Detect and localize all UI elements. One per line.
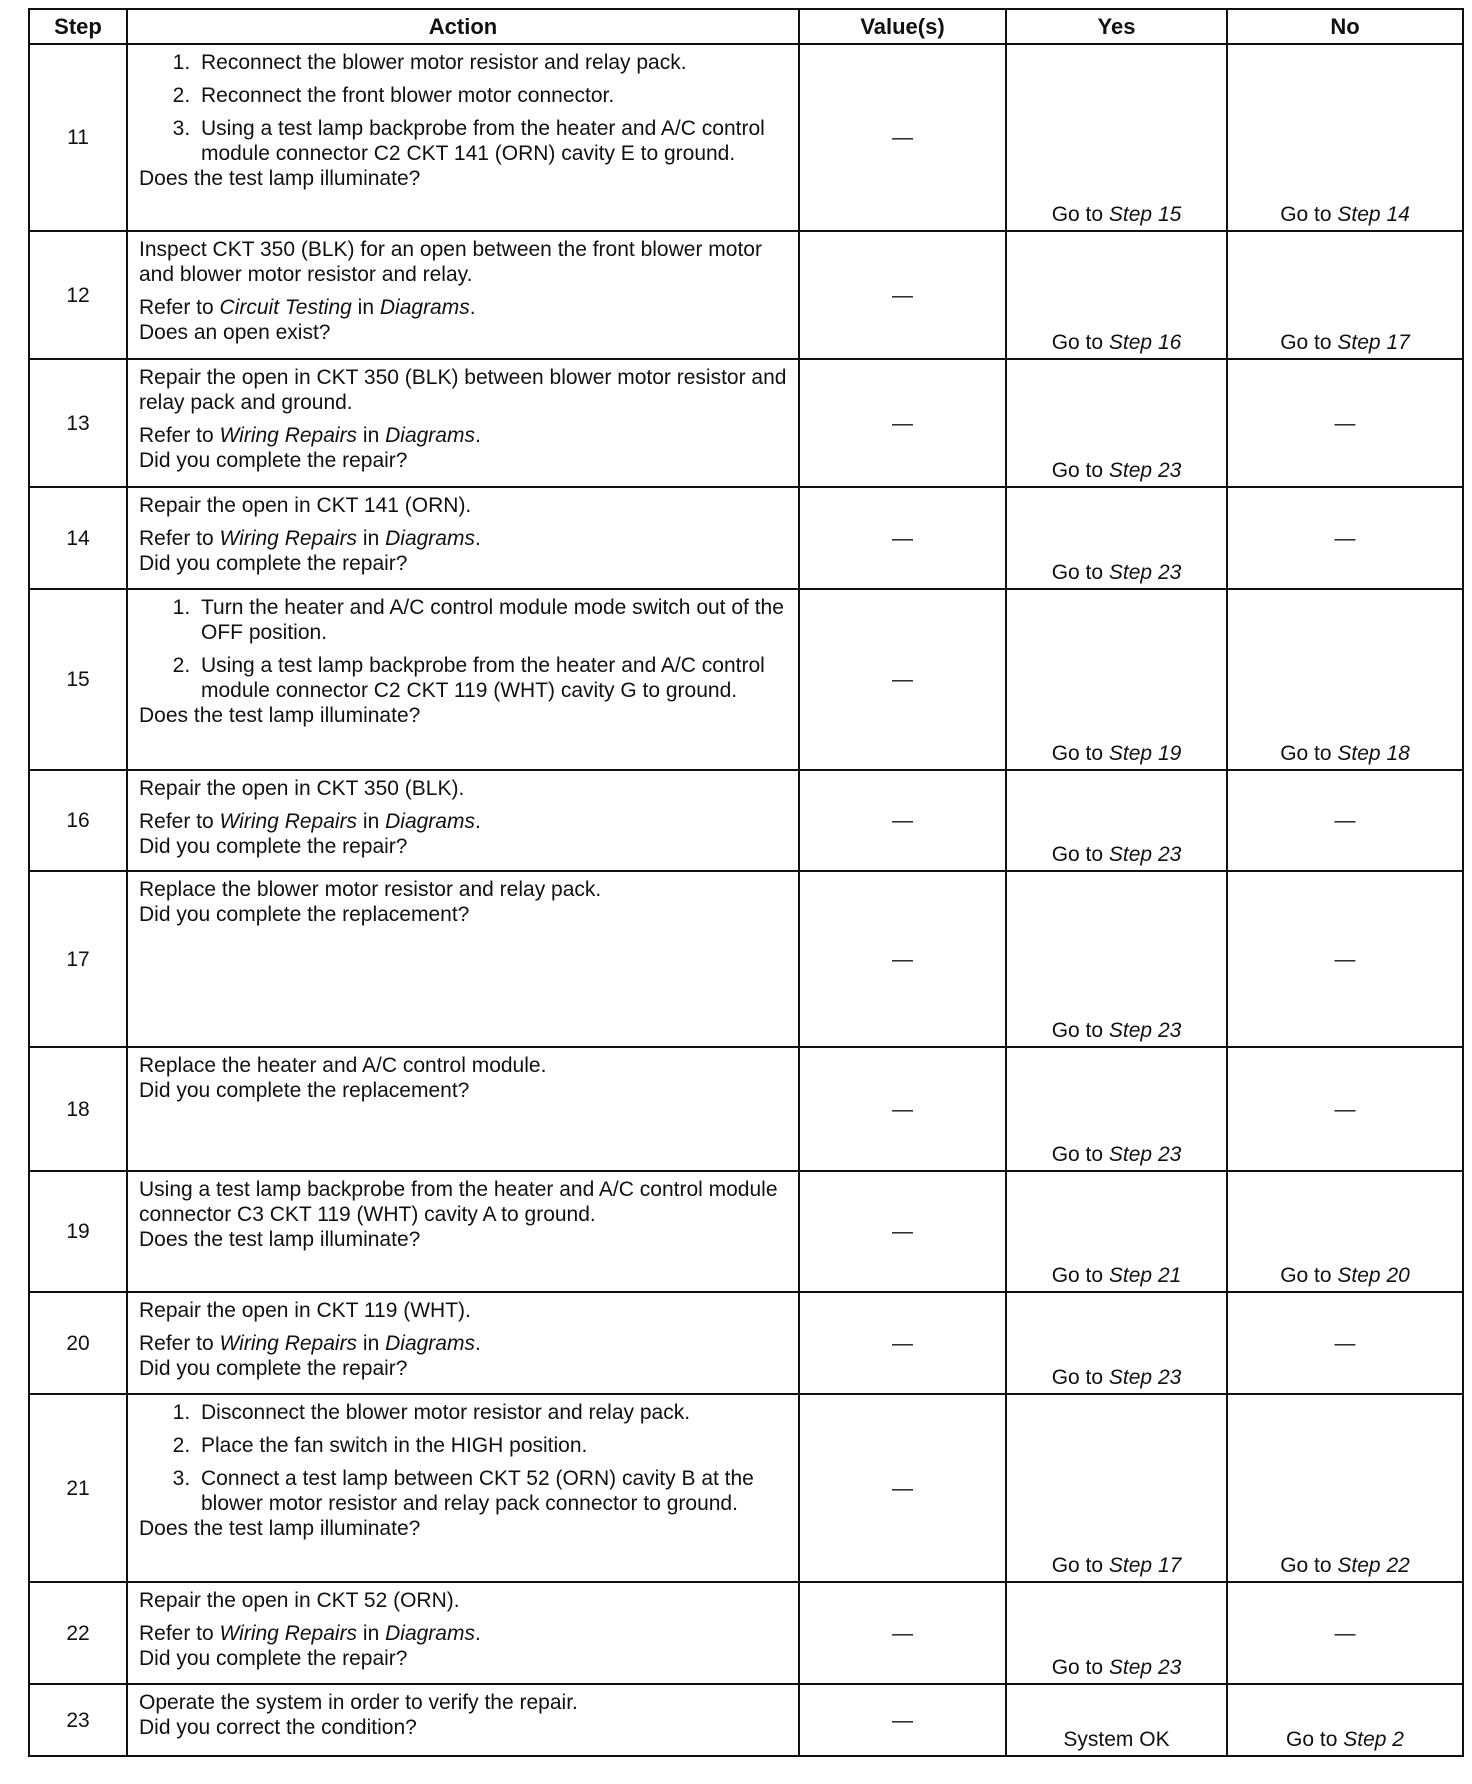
step-number: 21	[29, 1394, 127, 1582]
yes-cell	[1006, 487, 1227, 589]
header-yes: Yes	[1006, 9, 1227, 44]
list-item: 2. Using a test lamp backprobe from the heater and A/C control module connector C2 CKT 119 (WHT) cavity G to ground.	[196, 653, 790, 703]
yes-goto: Go to Step 21	[1051, 1264, 1182, 1287]
system-ok-text: System OK	[1063, 1728, 1170, 1751]
yes-cell	[1006, 770, 1227, 871]
list-item: 1. Disconnect the blower motor resistor and relay pack.	[196, 1400, 790, 1425]
diagnostic-table	[28, 8, 1464, 1757]
no-cell: —	[1227, 871, 1463, 1047]
yes-cell	[1006, 359, 1227, 487]
action-cell	[127, 770, 799, 871]
question: Did you complete the repair?	[139, 1647, 408, 1670]
header-row	[29, 9, 1463, 44]
value-cell: —	[799, 1684, 1006, 1756]
step-number: 13	[29, 359, 127, 487]
header-values: Value(s)	[799, 9, 1006, 44]
header-action: Action	[127, 9, 799, 44]
no-goto: Go to Step 18	[1280, 742, 1410, 765]
no-cell: —	[1227, 770, 1463, 871]
action-text: Inspect CKT 350 (BLK) for an open between the front blower motor and blower motor resistor and relay.	[139, 238, 762, 286]
refer-text: Refer to Wiring Repairs in Diagrams.	[139, 1622, 481, 1645]
action-list	[139, 50, 790, 166]
action-list	[139, 595, 790, 703]
no-cell: —	[1227, 1047, 1463, 1171]
value-cell: —	[799, 589, 1006, 770]
action-text: Using a test lamp backprobe from the heater and A/C control module connector C3 CKT 119 (WHT) cavity A to ground.	[139, 1178, 778, 1226]
table-row	[29, 871, 1463, 1047]
value-cell: —	[799, 1582, 1006, 1684]
value-cell: —	[799, 359, 1006, 487]
list-item: 3. Using a test lamp backprobe from the heater and A/C control module connector C2 CKT 141 (ORN) cavity E to ground.	[196, 116, 790, 166]
refer-text: Refer to Wiring Repairs in Diagrams.	[139, 424, 481, 447]
list-item: 2. Reconnect the front blower motor connector.	[196, 83, 790, 108]
step-number: 15	[29, 589, 127, 770]
question: Did you complete the repair?	[139, 1357, 408, 1380]
yes-goto: Go to Step 19	[1051, 742, 1182, 765]
yes-goto: Go to Step 23	[1051, 1656, 1182, 1679]
value-cell: —	[799, 1171, 1006, 1292]
yes-cell	[1006, 1684, 1227, 1756]
table-row	[29, 1684, 1463, 1756]
question: Does the test lamp illuminate?	[139, 1228, 421, 1251]
action-cell	[127, 44, 799, 231]
table-row	[29, 770, 1463, 871]
step-number: 16	[29, 770, 127, 871]
question: Did you complete the replacement?	[139, 903, 470, 926]
table-row	[29, 1171, 1463, 1292]
yes-cell	[1006, 44, 1227, 231]
action-cell	[127, 589, 799, 770]
table-row	[29, 1047, 1463, 1171]
no-cell: —	[1227, 359, 1463, 487]
question: Did you complete the replacement?	[139, 1079, 470, 1102]
value-cell: —	[799, 1047, 1006, 1171]
action-text: Repair the open in CKT 350 (BLK) between blower motor resistor and relay pack and ground.	[139, 366, 787, 414]
action-text: Repair the open in CKT 350 (BLK).	[139, 777, 465, 800]
action-cell	[127, 871, 799, 1047]
no-cell	[1227, 589, 1463, 770]
yes-goto: Go to Step 23	[1051, 1019, 1182, 1042]
no-goto: Go to Step 2	[1286, 1728, 1404, 1751]
step-number: 20	[29, 1292, 127, 1394]
value-cell: —	[799, 871, 1006, 1047]
list-item: 1. Reconnect the blower motor resistor and relay pack.	[196, 50, 790, 75]
step-number: 23	[29, 1684, 127, 1756]
yes-cell	[1006, 231, 1227, 359]
action-cell	[127, 1292, 799, 1394]
question: Does the test lamp illuminate?	[139, 1517, 421, 1540]
value-cell: —	[799, 487, 1006, 589]
step-number: 12	[29, 231, 127, 359]
yes-goto: Go to Step 23	[1051, 561, 1182, 584]
no-cell: —	[1227, 1292, 1463, 1394]
action-cell	[127, 1394, 799, 1582]
action-cell	[127, 487, 799, 589]
action-text: Operate the system in order to verify the repair.	[139, 1691, 578, 1714]
action-text: Repair the open in CKT 141 (ORN).	[139, 494, 472, 517]
yes-goto: Go to Step 23	[1051, 1366, 1182, 1389]
action-text: Repair the open in CKT 119 (WHT).	[139, 1299, 471, 1322]
list-item: 1. Turn the heater and A/C control module mode switch out of the OFF position.	[196, 595, 790, 645]
action-list	[139, 1400, 790, 1516]
question: Does the test lamp illuminate?	[139, 704, 421, 727]
step-number: 19	[29, 1171, 127, 1292]
table-row	[29, 359, 1463, 487]
action-cell	[127, 1684, 799, 1756]
table-row	[29, 589, 1463, 770]
refer-text: Refer to Wiring Repairs in Diagrams.	[139, 527, 481, 550]
value-cell: —	[799, 231, 1006, 359]
table-row	[29, 487, 1463, 589]
yes-goto: Go to Step 23	[1051, 1143, 1182, 1166]
no-goto: Go to Step 14	[1280, 203, 1410, 226]
header-step: Step	[29, 9, 127, 44]
no-cell	[1227, 44, 1463, 231]
table-row	[29, 1292, 1463, 1394]
no-cell	[1227, 1684, 1463, 1756]
step-number: 14	[29, 487, 127, 589]
value-cell: —	[799, 770, 1006, 871]
question: Did you complete the repair?	[139, 835, 408, 858]
no-cell	[1227, 231, 1463, 359]
yes-cell	[1006, 871, 1227, 1047]
yes-cell	[1006, 1292, 1227, 1394]
action-text: Replace the heater and A/C control module.	[139, 1054, 547, 1077]
yes-cell	[1006, 589, 1227, 770]
question: Did you complete the repair?	[139, 449, 408, 472]
question: Does the test lamp illuminate?	[139, 167, 421, 190]
yes-goto: Go to Step 16	[1051, 331, 1182, 354]
no-goto: Go to Step 20	[1280, 1264, 1410, 1287]
yes-cell	[1006, 1047, 1227, 1171]
table-row	[29, 1394, 1463, 1582]
no-goto: Go to Step 17	[1280, 331, 1410, 354]
action-cell	[127, 231, 799, 359]
yes-goto: Go to Step 15	[1051, 203, 1182, 226]
yes-goto: Go to Step 23	[1051, 843, 1182, 866]
step-number: 11	[29, 44, 127, 231]
header-no: No	[1227, 9, 1463, 44]
yes-goto: Go to Step 23	[1051, 459, 1182, 482]
action-cell	[127, 359, 799, 487]
step-number: 17	[29, 871, 127, 1047]
refer-text: Refer to Circuit Testing in Diagrams.	[139, 296, 476, 319]
value-cell: —	[799, 1394, 1006, 1582]
no-goto: Go to Step 22	[1280, 1554, 1410, 1577]
question: Did you complete the repair?	[139, 552, 408, 575]
value-cell: —	[799, 1292, 1006, 1394]
no-cell	[1227, 1394, 1463, 1582]
list-item: 3. Connect a test lamp between CKT 52 (ORN) cavity B at the blower motor resistor and relay pack connector to ground.	[196, 1466, 790, 1516]
yes-goto: Go to Step 17	[1051, 1554, 1182, 1577]
table-row	[29, 1582, 1463, 1684]
list-item: 2. Place the fan switch in the HIGH position.	[196, 1433, 790, 1458]
refer-text: Refer to Wiring Repairs in Diagrams.	[139, 810, 481, 833]
action-cell	[127, 1582, 799, 1684]
yes-cell	[1006, 1171, 1227, 1292]
yes-cell	[1006, 1582, 1227, 1684]
action-cell	[127, 1047, 799, 1171]
question: Does an open exist?	[139, 321, 331, 344]
action-text: Repair the open in CKT 52 (ORN).	[139, 1589, 460, 1612]
table-row	[29, 44, 1463, 231]
value-cell: —	[799, 44, 1006, 231]
no-cell: —	[1227, 1582, 1463, 1684]
action-text: Replace the blower motor resistor and relay pack.	[139, 878, 602, 901]
no-cell	[1227, 1171, 1463, 1292]
action-cell	[127, 1171, 799, 1292]
step-number: 22	[29, 1582, 127, 1684]
refer-text: Refer to Wiring Repairs in Diagrams.	[139, 1332, 481, 1355]
yes-cell	[1006, 1394, 1227, 1582]
no-cell: —	[1227, 487, 1463, 589]
table-row	[29, 231, 1463, 359]
step-number: 18	[29, 1047, 127, 1171]
question: Did you correct the condition?	[139, 1716, 417, 1739]
